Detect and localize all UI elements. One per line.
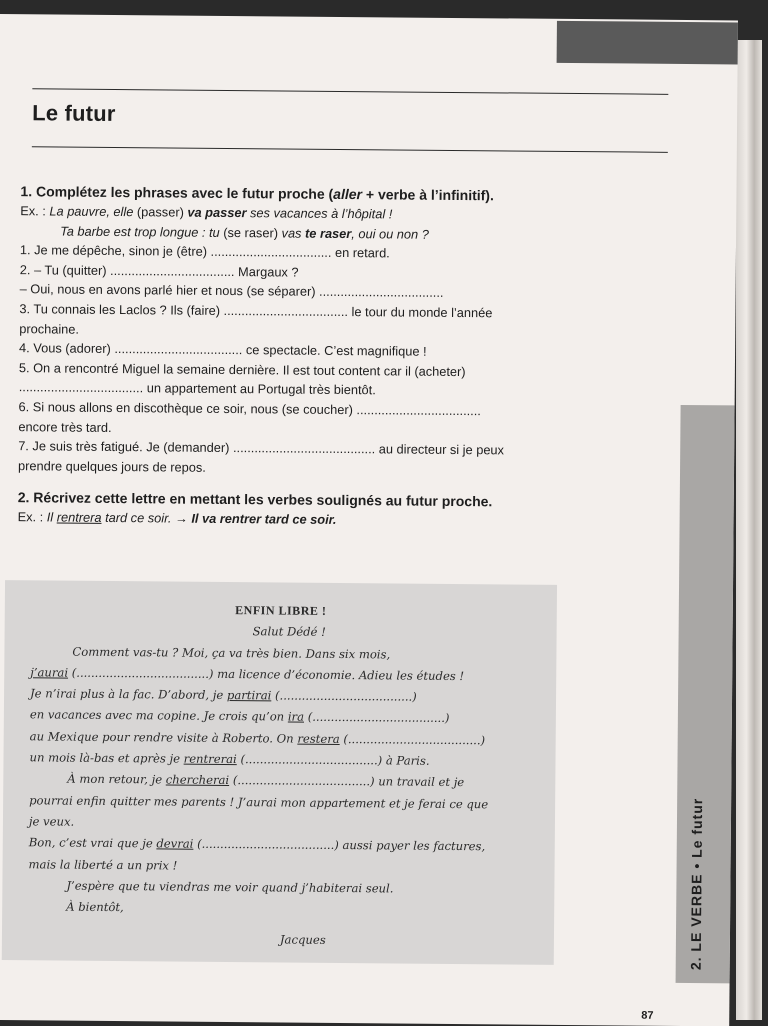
letter-underlined-verb: devrai: [156, 837, 193, 851]
letter-underlined-verb: restera: [297, 731, 339, 745]
example-prefix: Ex. :: [20, 203, 49, 218]
letter-text: (....................................) à Paris.: [237, 752, 430, 768]
letter-text: (....................................): [304, 710, 450, 725]
example2-text-end: , oui ou non ?: [351, 226, 429, 242]
letter-line: [2, 896, 554, 922]
chapter-side-tab-label: 2. LE VERBE • Le futur: [688, 798, 706, 971]
letter-text: Comment vas-tu ? Moi, ça va très bien. Dans six mois,: [72, 644, 390, 661]
exercise1-item: prendre quelques jours de repos.: [18, 456, 578, 480]
exercise1-item: 1. Je me dépêche, sinon je (être) .................................. en retard.: [20, 240, 580, 264]
letter-text: en vacances avec ma copine. Je crois qu’on: [30, 708, 288, 724]
letter-text: au Mexique pour rendre visite à Roberto. On: [30, 729, 298, 745]
example2-vas: vas: [282, 225, 306, 240]
letter-text: (....................................) aussi payer les factures,: [193, 837, 485, 854]
ex2-prefix: Ex. :: [18, 509, 47, 524]
page-number: 87: [641, 1010, 653, 1022]
letter-text: (....................................) un travail et je: [229, 773, 464, 789]
title-rule-top: [32, 88, 668, 95]
example-answer: va passer: [187, 205, 246, 221]
letter-text: Bon, c’est vrai que je: [29, 836, 157, 851]
letter-underlined-verb: ira: [288, 710, 304, 724]
exercise1-item: 3. Tu connais les Laclos ? Ils (faire) ................................... le tour du monde l’année: [19, 299, 579, 323]
letter-salutation: Salut Dédé !: [5, 619, 557, 645]
example-verb: (passer): [133, 204, 187, 219]
exercise-content: [18, 179, 581, 532]
letter-box: [2, 580, 557, 965]
exercise1-item: 5. On a rencontré Miguel la semaine dernière. Il est tout content car il (acheter): [19, 358, 579, 382]
exercise1-item: prochaine.: [19, 319, 579, 343]
letter-text: Je n’irai plus à la fac. D’abord, je: [30, 686, 227, 702]
letter-text: (....................................): [340, 732, 486, 747]
letter-text: mais la liberté a un prix !: [29, 857, 178, 872]
letter-signature: Jacques: [2, 928, 554, 954]
exercise1-item: 4. Vous (adorer) .................................... ce spectacle. C’est magnifique !: [19, 338, 579, 362]
example2-verb: (se raser): [220, 225, 282, 241]
exercise1-title-suffix: + verbe à l’infinitif).: [362, 186, 494, 203]
example2-text: Ta barbe est trop longue : tu: [60, 223, 220, 239]
letter-title: ENFIN LIBRE !: [5, 598, 557, 624]
ex2-answer: Il va rentrer tard ce soir.: [188, 511, 337, 527]
page-title: Le futur: [32, 100, 116, 127]
letter-text: pourrai enfin quitter mes parents ! J’aurai mon appartement et je ferai ce que: [29, 793, 488, 811]
letter-text: je veux.: [29, 814, 74, 828]
letter-underlined-verb: rentrerai: [184, 752, 237, 766]
letter-underlined-verb: chercherai: [166, 773, 229, 788]
exercise1-item: 7. Je suis très fatigué. Je (demander) ........................................ au directeur si je peux: [18, 436, 578, 460]
exercise2-example: [18, 507, 578, 531]
arrow-icon: →: [175, 511, 188, 526]
exercise1-item: – Oui, nous en avons parlé hier et nous (se séparer) ...................................: [20, 280, 580, 304]
exercise2-title: 2. Récrivez cette lettre en mettant les verbes soulignés au futur proche.: [18, 487, 578, 512]
letter-text: À bientôt,: [66, 900, 124, 915]
letter-underlined-verb: partirai: [227, 688, 272, 702]
exercise1-item: encore très tard.: [18, 417, 578, 441]
letter-text: (....................................): [271, 689, 417, 704]
ex2-underlined-verb: rentrera: [57, 510, 102, 525]
exercise1-title-prefix: 1. Complétez les phrases avec le futur proche (: [20, 183, 333, 202]
example-text: La pauvre, elle: [49, 203, 133, 219]
letter-text: un mois là-bas et après je: [29, 750, 183, 765]
letter-underlined-verb: j’aurai: [30, 665, 68, 679]
title-rule-bottom: [32, 146, 668, 153]
exercise1-item: 2. – Tu (quitter) ................................... Margaux ?: [20, 260, 580, 284]
letter-text: (....................................) ma licence d’économie. Adieu les études !: [68, 666, 464, 683]
example-text-end: ses vacances à l’hôpital !: [246, 205, 392, 221]
letter-text: À mon retour, je: [67, 772, 166, 787]
exercise1-item: 6. Si nous allons en discothèque ce soir, nous (se coucher) ...................................: [18, 397, 578, 421]
book-page: [0, 14, 738, 1026]
ex2-il: Il: [47, 510, 57, 525]
page-edge: [736, 40, 762, 1020]
ex2-rest: tard ce soir.: [101, 510, 175, 526]
chapter-side-tab: [676, 405, 735, 983]
letter-text: J’espère que tu viendras me voir quand j’habiterai seul.: [66, 878, 393, 895]
exercise1-title-aller: aller: [333, 186, 362, 202]
top-corner-tab: [557, 21, 738, 65]
exercise1-item: ................................... un appartement au Portugal très bientôt.: [19, 378, 579, 402]
example2-answer: te raser: [305, 225, 351, 240]
